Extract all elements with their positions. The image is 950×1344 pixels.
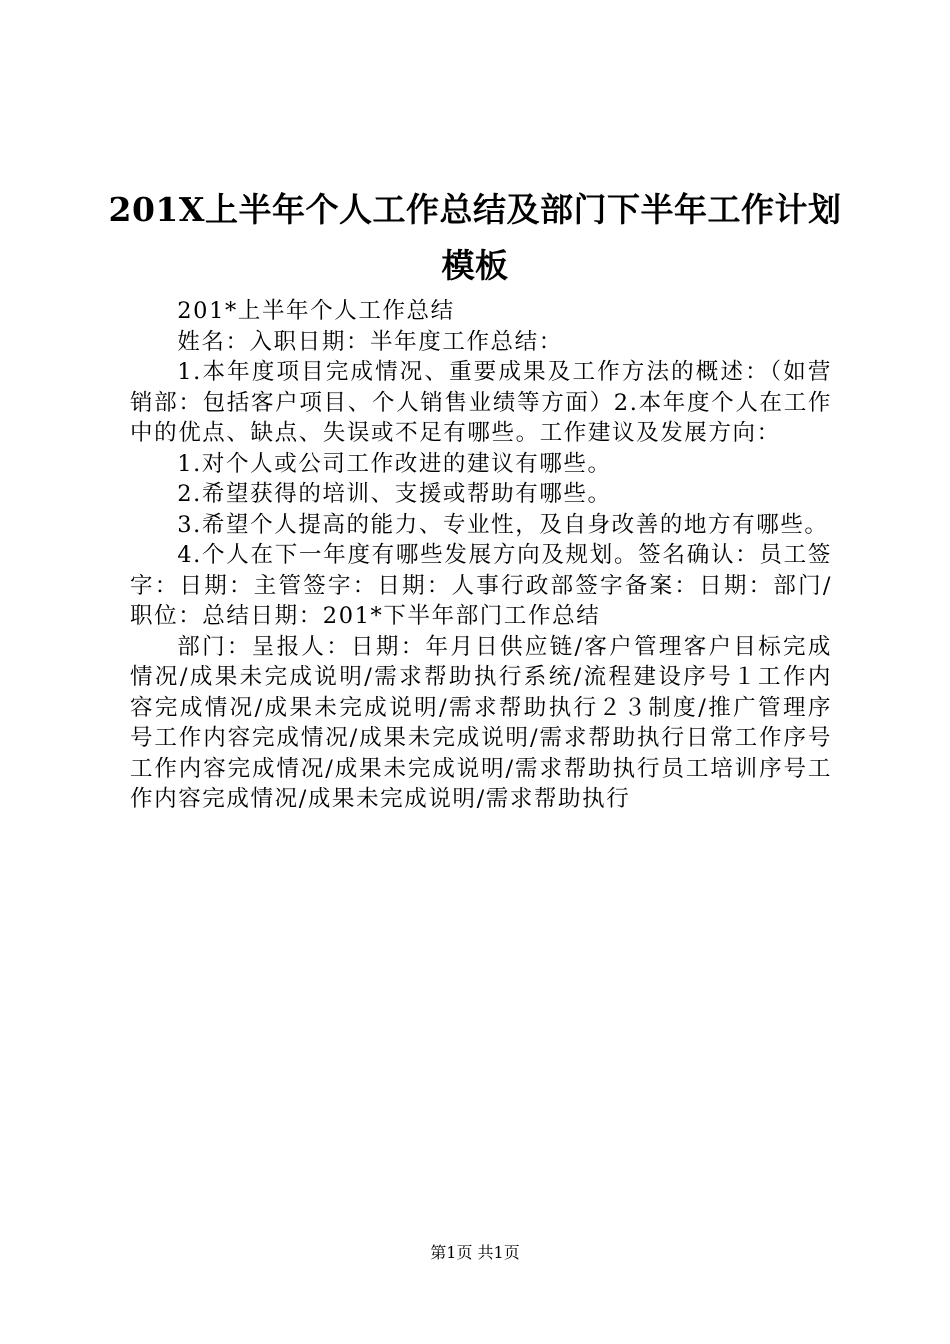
paragraph-suggestion-1: 1.对个人或公司工作改进的建议有哪些。 [177, 450, 612, 477]
document-title: 201X上半年个人工作总结及部门下半年工作计划模板 [108, 190, 842, 285]
paragraph-section-heading: 201*上半年个人工作总结 [177, 298, 455, 324]
page-number-footer: 第1页 共1页 [430, 1243, 520, 1262]
paragraph-department-summary: 部门：呈报人：日期：年月日供应链/客户管理客户目标完成情况/成果未完成说明/需求帮助执行系统/流程建设序号１工作内容完成情况/成果未完成说明/需求帮助执行２３制度/推广管理序号工作内容完成情况/成果未完成说明/需求帮助执行日常工作序号工作内容完成情况/成果未完成说明/需求帮助执行员工培训序号工作内容完成情况/成果未完成说明/需求帮助执行 [130, 633, 832, 812]
paragraph-name-date: 姓名：入职日期：半年度工作总结： [177, 328, 563, 355]
paragraph-summary-1: 1.本年度项目完成情况、重要成果及工作方法的概述：（如营销部：包括客户项目、个人销售业绩等方面）2.本年度个人在工作中的优点、缺点、失误或不足有哪些。工作建议及发展方向： [130, 359, 832, 446]
paragraph-suggestion-4: 4.个人在下一年度有哪些发展方向及规划。签名确认：员工签字：日期：主管签字：日期：人事行政部签字备案：日期：部门/职位：总结日期：201*下半年部门工作总结 [130, 542, 832, 629]
paragraph-suggestion-3: 3.希望个人提高的能力、专业性，及自身改善的地方有哪些。 [177, 511, 829, 538]
paragraph-suggestion-2: 2.希望获得的培训、支援或帮助有哪些。 [177, 481, 612, 507]
document-body [130, 296, 832, 815]
